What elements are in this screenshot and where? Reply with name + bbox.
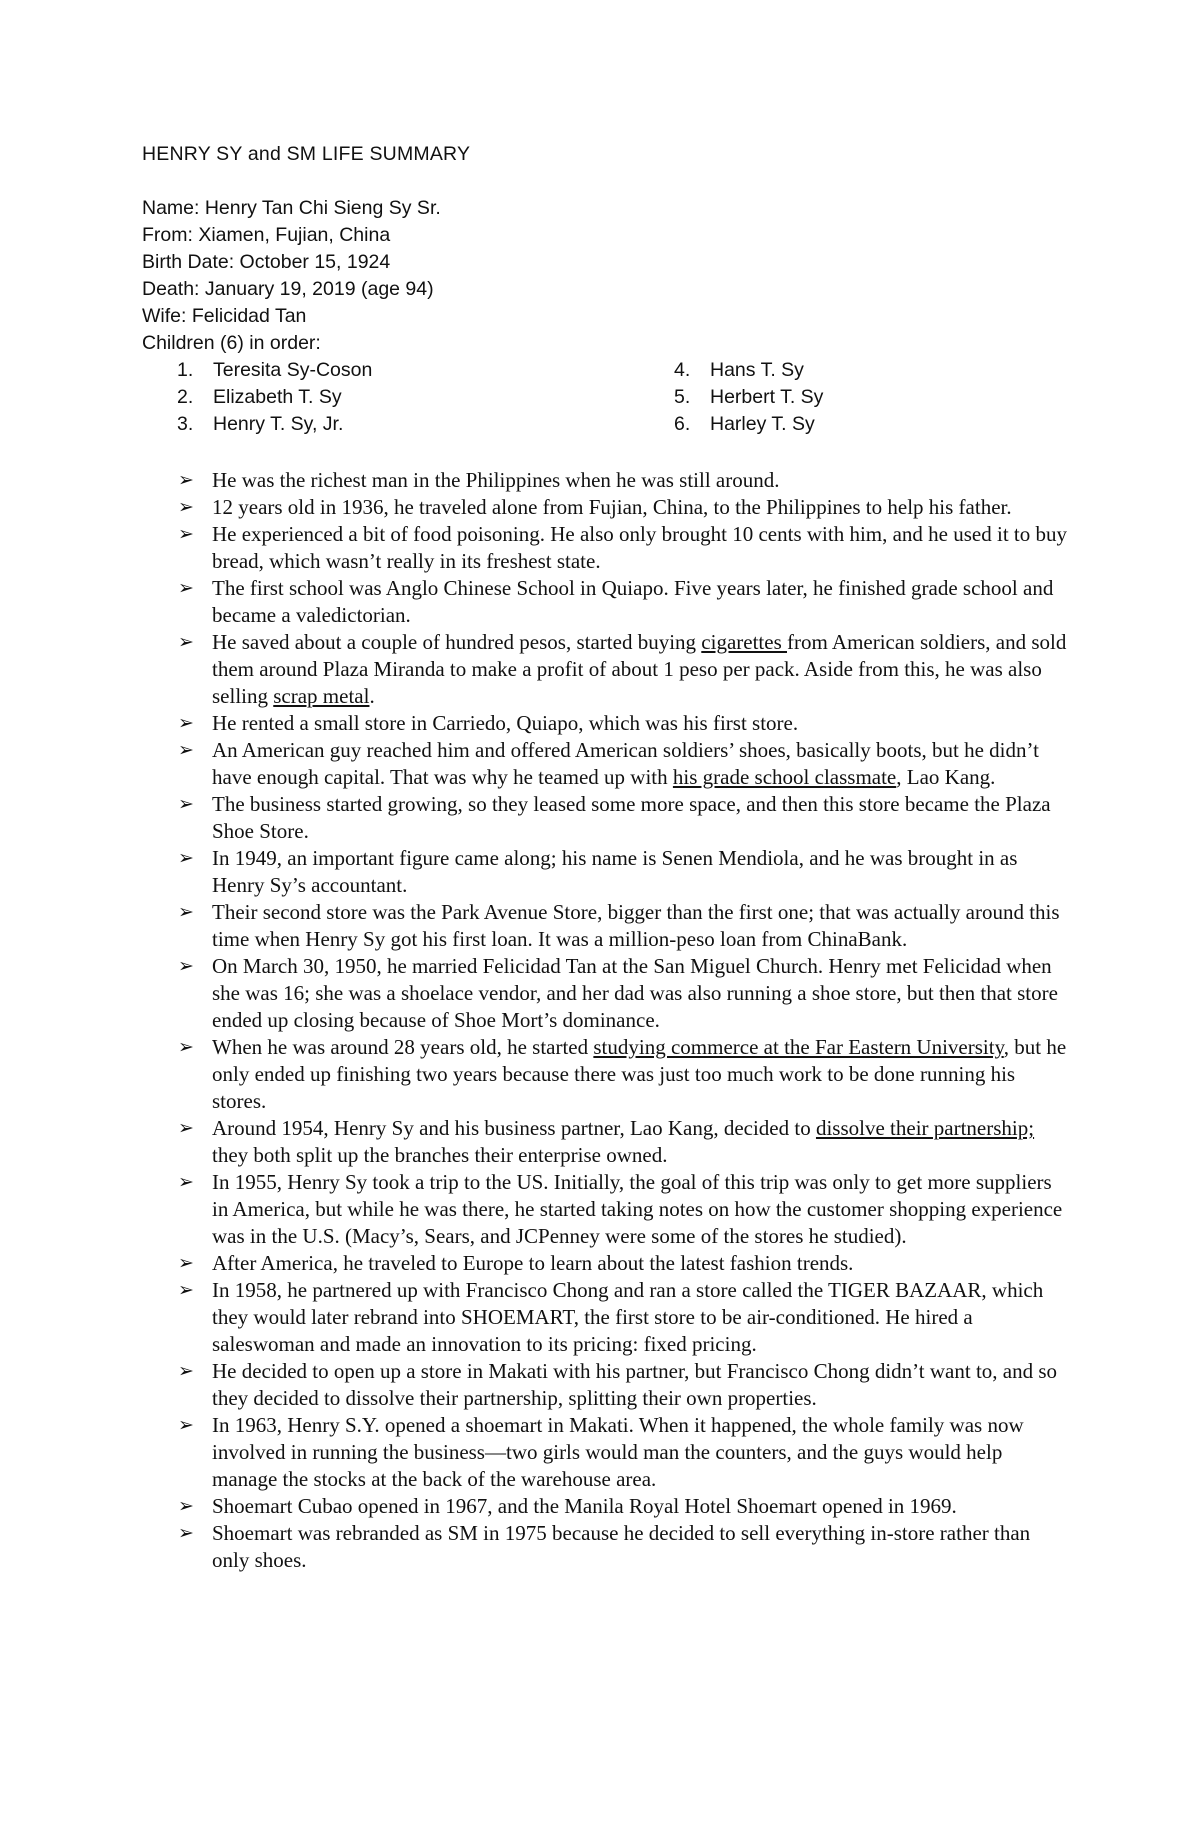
life-event-item: [178, 1520, 1068, 1574]
children-column-right: [674, 357, 823, 438]
child-number: 3.: [177, 413, 194, 435]
info-children-heading: Children (6) in order:: [142, 332, 321, 354]
arrow-bullet-icon: ➢: [178, 793, 194, 815]
life-event-item: [178, 1034, 1068, 1115]
arrow-bullet-icon: ➢: [178, 1414, 194, 1436]
arrow-bullet-icon: ➢: [178, 901, 194, 923]
underlined-text: studying commerce at the Far Eastern University: [593, 1035, 1004, 1059]
arrow-bullet-icon: ➢: [178, 577, 194, 599]
arrow-bullet-icon: ➢: [178, 1036, 194, 1058]
arrow-bullet-icon: ➢: [178, 712, 194, 734]
child-number: 1.: [177, 359, 194, 381]
underlined-text: cigarettes: [701, 630, 787, 654]
item-text: .: [369, 684, 375, 708]
arrow-bullet-icon: ➢: [178, 1495, 194, 1517]
item-text: 12 years old in 1936, he traveled alone from Fujian, China, to the Philippines to help his father.: [212, 495, 1012, 519]
life-event-item: [178, 1250, 1068, 1277]
child-item: [674, 411, 823, 438]
life-event-item: [178, 737, 1068, 791]
item-text: Shoemart was rebranded as SM in 1975 because he decided to sell everything in-store rather than only shoes.: [212, 1521, 1031, 1572]
item-text: An American guy reached him and offered American soldiers’ shoes, basically boots, but he didn’t have enough capital. That was why he teamed up with: [212, 738, 1039, 789]
life-event-item: [178, 1412, 1068, 1493]
child-item: [674, 384, 823, 411]
life-event-item: [178, 1115, 1068, 1169]
arrow-bullet-icon: ➢: [178, 1252, 194, 1274]
info-name: Name: Henry Tan Chi Sieng Sy Sr.: [142, 197, 441, 219]
item-text: He decided to open up a store in Makati with his partner, but Francisco Chong didn’t want to, and so they decided to dissolve their partnership, splitting their own properties.: [212, 1359, 1058, 1410]
item-text: The first school was Anglo Chinese School in Quiapo. Five years later, he finished grade school and became a valedictorian.: [212, 576, 1054, 627]
item-text: In 1963, Henry S.Y. opened a shoemart in Makati. When it happened, the whole family was now involved in running the business—two girls would man the counters, and the guys would help manage the stocks at the back of the warehouse area.: [212, 1413, 1024, 1491]
item-text: He saved about a couple of hundred pesos, started buying: [212, 630, 702, 654]
item-text: When he was around 28 years old, he started: [212, 1035, 594, 1059]
item-text: they both split up the branches their enterprise owned.: [212, 1143, 668, 1167]
children-list: [142, 357, 942, 438]
item-text: Their second store was the Park Avenue Store, bigger than the first one; that was actually around this time when Henry Sy got his first loan. It was a million-peso loan from ChinaBank.: [212, 900, 1060, 951]
child-number: 5.: [674, 386, 691, 408]
item-text: The business started growing, so they leased some more space, and then this store became the Plaza Shoe Store.: [212, 792, 1051, 843]
item-text: He was the richest man in the Philippines when he was still around.: [212, 468, 780, 492]
arrow-bullet-icon: ➢: [178, 469, 194, 491]
life-event-item: [178, 494, 1068, 521]
child-name: Hans T. Sy: [710, 359, 804, 381]
arrow-bullet-icon: ➢: [178, 739, 194, 761]
life-event-item: [178, 467, 1068, 494]
life-event-item: [178, 791, 1068, 845]
arrow-bullet-icon: ➢: [178, 955, 194, 977]
item-text: from American soldiers, and sold them around Plaza Miranda to make a profit of about 1 peso per pack. Aside from this, he was also selling: [212, 630, 1067, 708]
underlined-text: scrap metal: [273, 684, 370, 708]
item-text: He experienced a bit of food poisoning. He also only brought 10 cents with him, and he used it to buy bread, which wasn’t really in its freshest state.: [212, 522, 1068, 573]
item-text: , Lao Kang.: [896, 765, 996, 789]
underlined-text: dissolve their partnership;: [815, 1116, 1035, 1140]
life-event-item: [178, 575, 1068, 629]
arrow-bullet-icon: ➢: [178, 1522, 194, 1544]
child-name: Herbert T. Sy: [710, 386, 824, 408]
child-number: 4.: [674, 359, 691, 381]
arrow-bullet-icon: ➢: [178, 1279, 194, 1301]
item-text: , but he only ended up finishing two years because there was just too much work to be done running his stores.: [212, 1035, 1067, 1113]
arrow-bullet-icon: ➢: [178, 847, 194, 869]
life-event-item: [178, 845, 1068, 899]
item-text: After America, he traveled to Europe to learn about the latest fashion trends.: [212, 1251, 854, 1275]
life-event-item: [178, 710, 1068, 737]
child-name: Henry T. Sy, Jr.: [213, 413, 344, 435]
child-name: Harley T. Sy: [710, 413, 815, 435]
child-item: [177, 384, 372, 411]
child-item: [674, 357, 823, 384]
life-event-item: [178, 629, 1068, 710]
underlined-text: his grade school classmate: [672, 765, 897, 789]
item-text: On March 30, 1950, he married Felicidad Tan at the San Miguel Church. Henry met Felicidad when she was 16; she was a shoelace vendor, and her dad was also running a shoe store, but then that store ended up closing because of Shoe Mort’s dominance.: [212, 954, 1058, 1032]
info-origin: From: Xiamen, Fujian, China: [142, 224, 391, 246]
item-text: Shoemart Cubao opened in 1967, and the Manila Royal Hotel Shoemart opened in 1969.: [212, 1494, 957, 1518]
item-text: In 1949, an important figure came along; his name is Senen Mendiola, and he was brought in as Henry Sy’s accountant.: [212, 846, 1018, 897]
child-item: [177, 411, 372, 438]
life-event-item: [178, 899, 1068, 953]
life-event-item: [178, 1277, 1068, 1358]
document-title: HENRY SY and SM LIFE SUMMARY: [142, 143, 471, 165]
child-number: 2.: [177, 386, 194, 408]
item-text: In 1958, he partnered up with Francisco Chong and ran a store called the TIGER BAZAAR, which they would later rebrand into SHOEMART, the first store to be air-conditioned. He hired a saleswoman and made an innovation to its pricing: fixed pricing.: [212, 1278, 1044, 1356]
info-birth-date: Birth Date: October 15, 1924: [142, 251, 391, 273]
child-number: 6.: [674, 413, 691, 435]
child-name: Elizabeth T. Sy: [213, 386, 342, 408]
life-event-item: [178, 1169, 1068, 1250]
arrow-bullet-icon: ➢: [178, 1360, 194, 1382]
arrow-bullet-icon: ➢: [178, 631, 194, 653]
child-item: [177, 357, 372, 384]
info-wife: Wife: Felicidad Tan: [142, 305, 307, 327]
life-event-item: [178, 953, 1068, 1034]
biography-info: [142, 195, 441, 357]
life-event-item: [178, 1358, 1068, 1412]
child-name: Teresita Sy-Coson: [213, 359, 373, 381]
item-text: In 1955, Henry Sy took a trip to the US. Initially, the goal of this trip was only to get more suppliers in America, but while he was there, he started taking notes on how the customer shopping experience was in the U.S. (Macy’s, Sears, and JCPenney were some of the stores he studied).: [212, 1170, 1063, 1248]
item-text: Around 1954, Henry Sy and his business partner, Lao Kang, decided to: [212, 1116, 816, 1140]
arrow-bullet-icon: ➢: [178, 1171, 194, 1193]
arrow-bullet-icon: ➢: [178, 1117, 194, 1139]
life-event-item: [178, 521, 1068, 575]
arrow-bullet-icon: ➢: [178, 523, 194, 545]
life-event-item: [178, 1493, 1068, 1520]
arrow-bullet-icon: ➢: [178, 496, 194, 518]
item-text: He rented a small store in Carriedo, Quiapo, which was his first store.: [212, 711, 799, 735]
info-death: Death: January 19, 2019 (age 94): [142, 278, 434, 300]
children-column-left: [177, 357, 372, 438]
life-events-list: [178, 467, 1068, 1574]
